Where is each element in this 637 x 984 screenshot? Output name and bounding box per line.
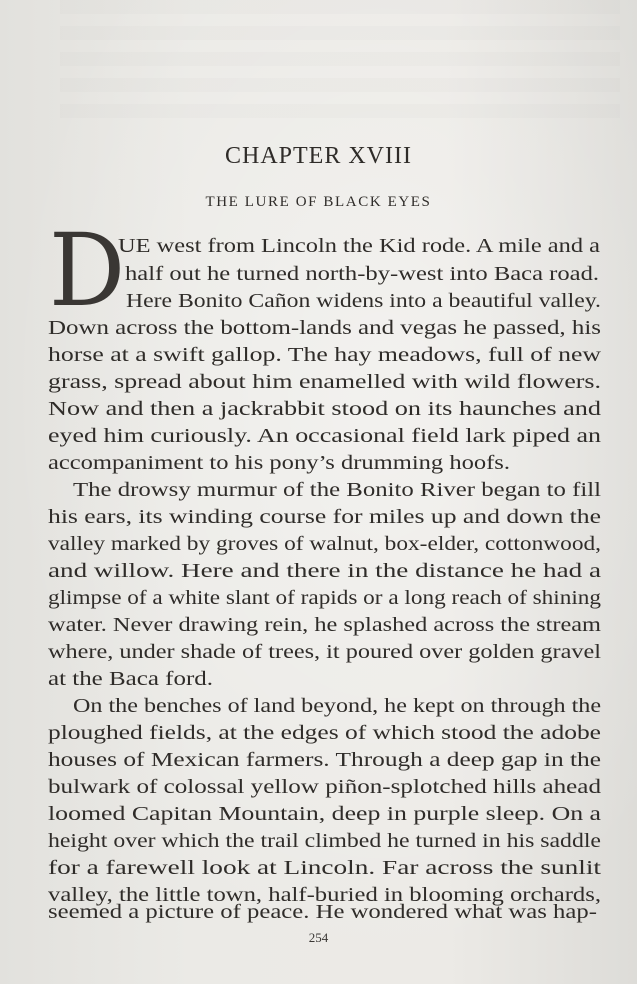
text-line: On the benches of land beyond, he kept on through the <box>73 695 602 717</box>
text-line: and willow. Here and there in the distance he had a <box>48 560 601 582</box>
text-line: Here Bonito Cañon widens into a beautiful valley. <box>126 290 601 312</box>
text-line: glimpse of a white slant of rapids or a long reach of shining <box>48 587 601 609</box>
text-line: horse at a swift gallop. The hay meadows, full of new <box>48 344 602 366</box>
text-line: half out he turned north-by-west into Baca road. <box>125 263 600 285</box>
text-line: ploughed fields, at the edges of which stood the adobe <box>48 722 601 744</box>
text-line: height over which the trail climbed he turned in his saddle <box>48 830 601 852</box>
text-line: Down across the bottom-lands and vegas he passed, his <box>48 317 601 339</box>
text-line: valley, the little town, half-buried in blooming orchards, <box>48 884 602 906</box>
page-number: 254 <box>308 930 329 945</box>
text-line: where, under shade of trees, it poured over golden gravel <box>48 641 602 663</box>
text-line: grass, spread about him enamelled with wild flowers. <box>48 371 602 393</box>
chapter-subtitle: THE LURE OF BLACK EYES <box>205 194 432 210</box>
show-through-text <box>60 0 620 120</box>
text-line: The drowsy murmur of the Bonito River began to fill <box>73 479 601 501</box>
text-line: eyed him curiously. An occasional field lark piped an <box>48 425 601 447</box>
drop-cap: D <box>49 212 126 329</box>
text-line: valley marked by groves of walnut, box-elder, cottonwood, <box>48 533 602 555</box>
text-line: loomed Capitan Mountain, deep in purple sleep. On a <box>48 803 601 825</box>
chapter-title: CHAPTER XVIII <box>225 143 412 169</box>
text-line: at the Baca ford. <box>48 668 214 690</box>
text-line: accompaniment to his pony’s drumming hoofs. <box>48 452 510 474</box>
text-line: seemed a picture of peace. He wondered what was hap- <box>48 901 597 923</box>
text-line: Now and then a jackrabbit stood on its haunches and <box>48 398 602 420</box>
text-line: UE west from Lincoln the Kid rode. A mile and a <box>118 235 600 257</box>
text-line: for a farewell look at Lincoln. Far across the sunlit <box>48 857 602 879</box>
text-line: his ears, its winding course for miles up and down the <box>48 506 601 528</box>
text-line: houses of Mexican farmers. Through a deep gap in the <box>48 749 601 771</box>
text-line: bulwark of colossal yellow piñon-splotched hills ahead <box>48 776 601 798</box>
text-line: water. Never drawing rein, he splashed across the stream <box>48 614 601 636</box>
